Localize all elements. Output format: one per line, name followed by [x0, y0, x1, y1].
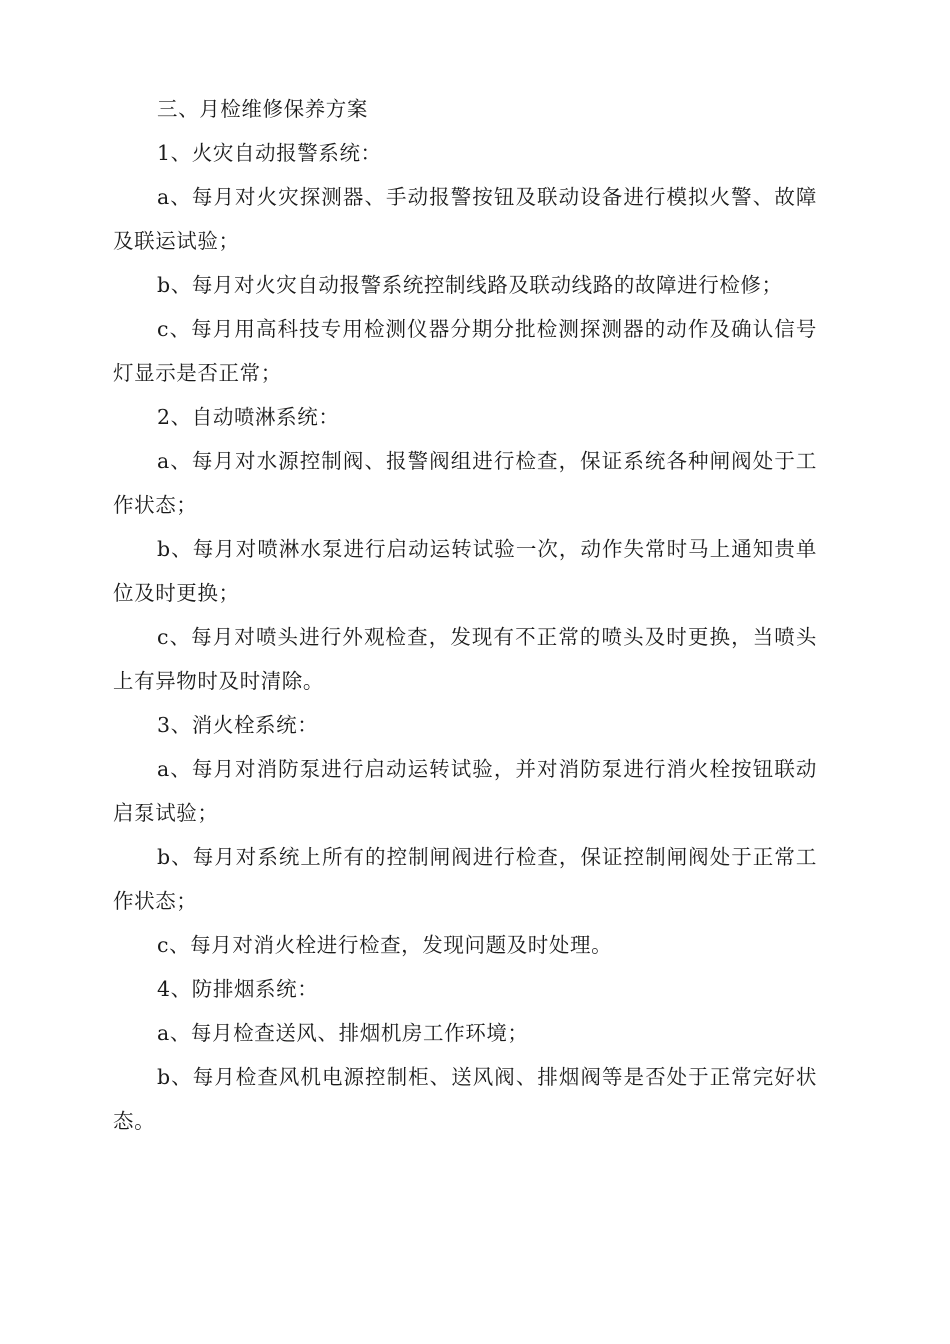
paragraph-item: b、每月检查风机电源控制柜、送风阀、排烟阀等是否处于正常完好状态。	[113, 1065, 817, 1133]
paragraph-item: c、每月对消火栓进行检查，发现问题及时处理。	[157, 933, 613, 957]
subsection-heading-fire-alarm: 1、火灾自动报警系统：	[157, 141, 382, 165]
paragraph-item: b、每月对喷淋水泵进行启动运转试验一次，动作失常时马上通知贵单位及时更换；	[113, 537, 817, 605]
paragraph-item: a、每月对火灾探测器、手动报警按钮及联动设备进行模拟火警、故障及联运试验；	[113, 185, 817, 253]
paragraph-item: a、每月对水源控制阀、报警阀组进行检查，保证系统各种闸阀处于工作状态；	[113, 449, 817, 517]
document-page	[113, 87, 817, 1143]
paragraph-item: b、每月对火灾自动报警系统控制线路及联动线路的故障进行检修；	[157, 273, 783, 297]
subsection-heading-smoke-control: 4、防排烟系统：	[157, 977, 319, 1001]
paragraph-item: c、每月对喷头进行外观检查，发现有不正常的喷头及时更换，当喷头上有异物时及时清除。	[113, 625, 817, 693]
subsection-heading-hydrant: 3、消火栓系统：	[157, 713, 319, 737]
paragraph-item: c、每月用高科技专用检测仪器分期分批检测探测器的动作及确认信号灯显示是否正常；	[113, 317, 817, 385]
subsection-heading-sprinkler: 2、自动喷淋系统：	[157, 405, 340, 429]
paragraph-item: b、每月对系统上所有的控制闸阀进行检查，保证控制闸阀处于正常工作状态；	[113, 845, 817, 913]
paragraph-item: a、每月检查送风、排烟机房工作环境；	[157, 1021, 529, 1045]
paragraph-item: a、每月对消防泵进行启动运转试验，并对消防泵进行消火栓按钮联动启泵试验；	[113, 757, 817, 825]
section-heading: 三、月检维修保养方案	[157, 97, 368, 121]
